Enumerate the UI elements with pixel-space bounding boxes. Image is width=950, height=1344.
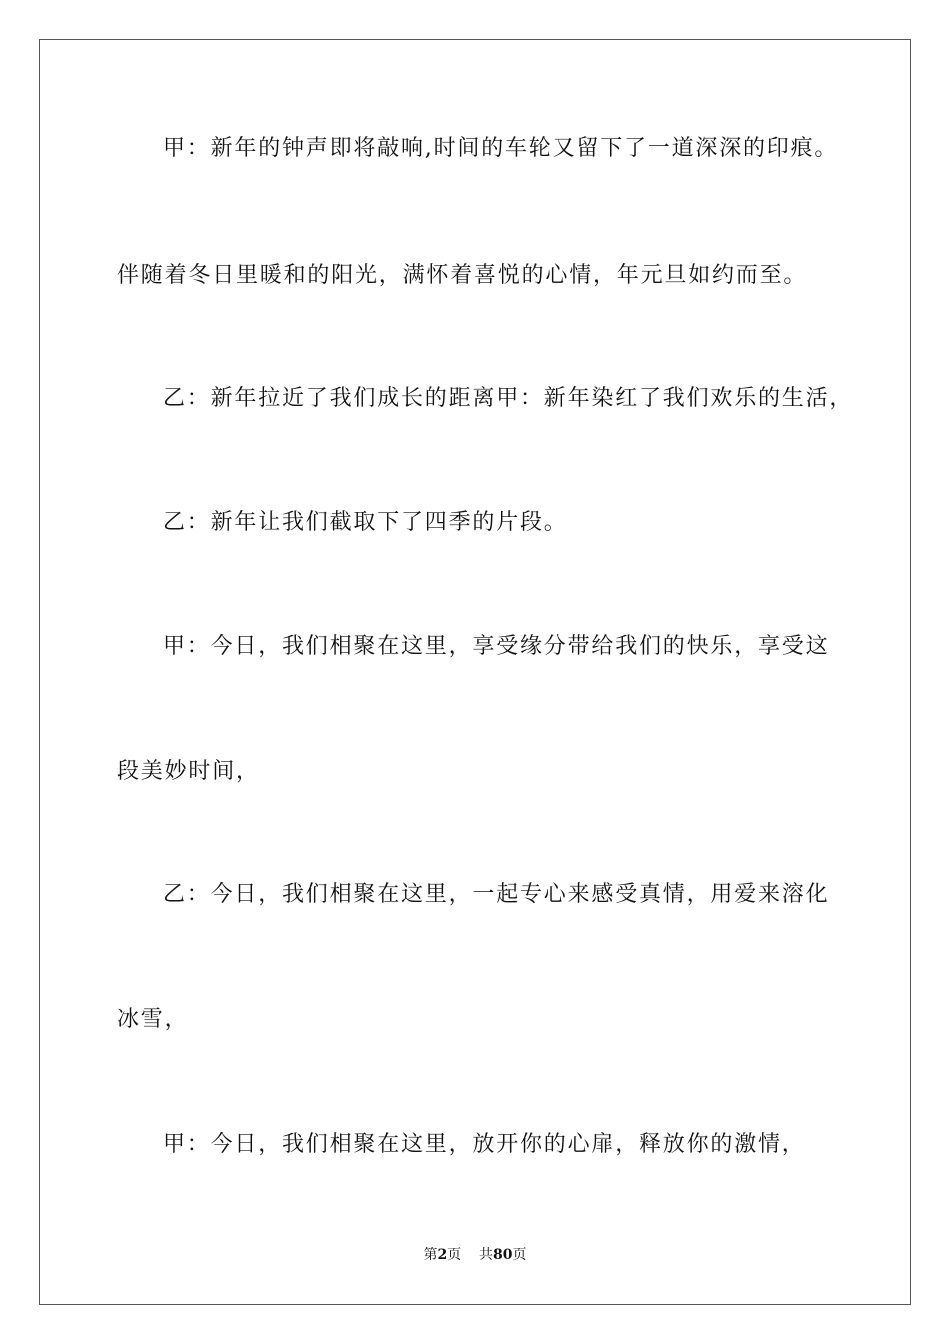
paragraph-line-6: 段美妙时间， [117,759,260,784]
footer-page-suffix: 页 [447,1247,462,1263]
paragraph-line-2: 伴随着冬日里暖和的阳光，满怀着喜悦的心情，年元旦如约而至。 [117,263,808,288]
paragraph-line-5: 甲：今日，我们相聚在这里，享受缘分带给我们的快乐，享受这 [163,634,830,659]
footer-total-number: 80 [493,1247,513,1263]
paragraph-line-3: 乙：新年拉近了我们成长的距离甲：新年染红了我们欢乐的生活， [163,386,854,411]
paragraph-line-8: 冰雪， [117,1007,189,1032]
footer-page-prefix: 第 [423,1247,438,1263]
footer-page-number: 2 [437,1247,448,1263]
page-footer [0,1246,950,1264]
page-border [39,39,911,1305]
paragraph-line-9: 甲：今日，我们相聚在这里，放开你的心扉，释放你的激情， [163,1132,806,1157]
footer-total-prefix: 共 [479,1247,494,1263]
paragraph-line-4: 乙：新年让我们截取下了四季的片段。 [163,510,568,535]
paragraph-line-1: 甲：新年的钟声即将敲响,时间的车轮又留下了一道深深的印痕。 [163,136,839,161]
paragraph-line-7: 乙：今日，我们相聚在这里，一起专心来感受真情，用爱来溶化 [163,882,830,907]
footer-total-suffix: 页 [512,1247,527,1263]
